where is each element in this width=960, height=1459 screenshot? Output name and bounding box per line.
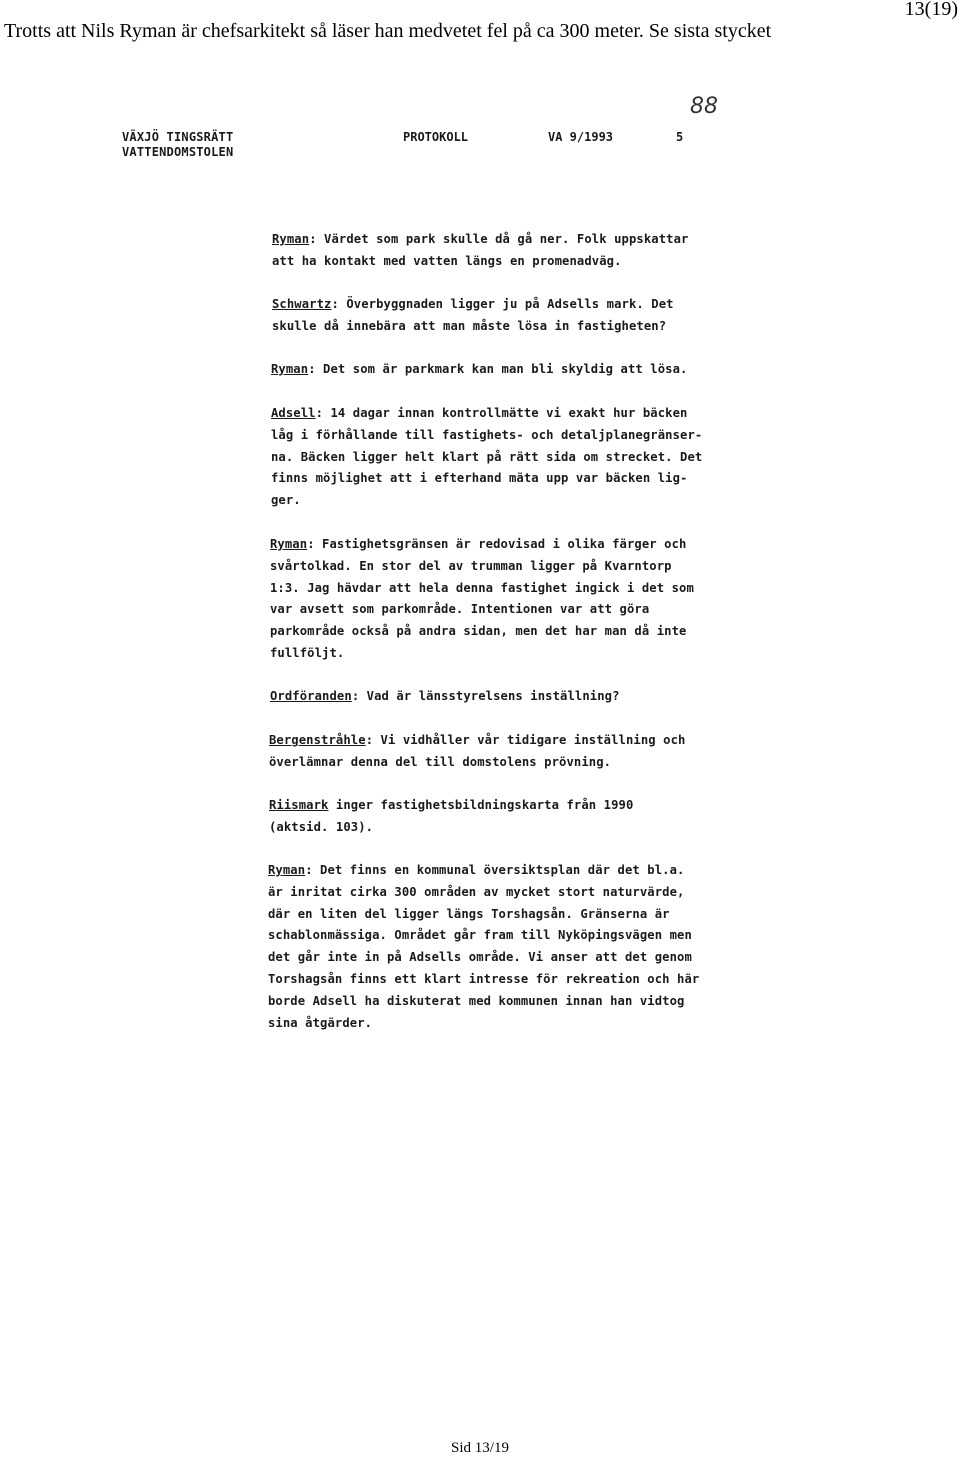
paragraph-1 bbox=[272, 229, 689, 273]
paragraph-9 bbox=[268, 860, 699, 1034]
paragraph-7 bbox=[269, 730, 686, 774]
annotation-title: Trotts att Nils Ryman är chefsarkitekt så läser han medvetet fel på ca 300 meter. Se sista stycket bbox=[4, 20, 772, 42]
paragraph-text: : Det som är parkmark kan man bli skyldig att lösa. bbox=[308, 362, 688, 376]
handwritten-page-number: 88 bbox=[690, 94, 718, 119]
paragraph-line: överlämnar denna del till domstolens prövning. bbox=[269, 754, 612, 769]
case-number: VA 9/1993 bbox=[548, 130, 614, 144]
paragraph-text: : Värdet som park skulle då gå ner. Folk uppskattar bbox=[309, 232, 689, 246]
speaker-name: Ryman bbox=[270, 537, 308, 551]
paragraph-line: Torshagsån finns ett klart intresse för rekreation och här bbox=[268, 971, 700, 986]
paragraph-line: där en liten del ligger längs Torshagsån. Gränserna är bbox=[268, 906, 670, 921]
paragraph-line: fullföljt. bbox=[270, 645, 345, 660]
speaker-name: Ryman bbox=[271, 362, 309, 376]
document-page-number: 5 bbox=[676, 130, 684, 144]
speaker-name: Adsell bbox=[271, 406, 316, 420]
paragraph-text: : Vad är länsstyrelsens inställning? bbox=[351, 689, 620, 703]
protocol-label: PROTOKOLL bbox=[403, 130, 469, 144]
paragraph-6 bbox=[270, 686, 620, 708]
court-name bbox=[122, 130, 233, 160]
paragraph-text: : Vi vidhåller vår tidigare inställning och bbox=[365, 733, 686, 747]
speaker-name: Bergenstråhle bbox=[269, 733, 366, 747]
paragraph-3 bbox=[271, 359, 688, 381]
paragraph-line: schablonmässiga. Området går fram till Nyköpingsvägen men bbox=[268, 928, 692, 943]
paragraph-line: var avsett som parkområde. Intentionen var att göra bbox=[270, 602, 650, 617]
paragraph-line: na. Bäcken ligger helt klart på rätt sida om strecket. Det bbox=[271, 449, 703, 464]
speaker-name: Ryman bbox=[272, 232, 310, 246]
paragraph-line: att ha kontakt med vatten längs en promenadväg. bbox=[272, 253, 622, 268]
paragraph-line: parkområde också på andra sidan, men det har man då inte bbox=[270, 624, 687, 639]
paragraph-text: : Fastighetsgränsen är redovisad i olika färger och bbox=[307, 537, 687, 551]
paragraph-line: skulle då innebära att man måste lösa in fastigheten? bbox=[272, 318, 667, 333]
speaker-name: Ryman bbox=[268, 863, 306, 877]
speaker-name: Schwartz bbox=[272, 297, 332, 311]
paragraph-text: : 14 dagar innan kontrollmätte vi exakt hur bäcken bbox=[315, 406, 688, 420]
paragraph-line: låg i förhållande till fastighets- och detaljplanegränser- bbox=[271, 427, 703, 442]
paragraph-text: : Överbyggnaden ligger ju på Adsells mark. Det bbox=[331, 297, 674, 311]
speaker-name: Ordföranden bbox=[270, 689, 352, 703]
paragraph-2 bbox=[272, 294, 674, 338]
paragraph-line: är inritat cirka 300 områden av mycket stort naturvärde, bbox=[268, 884, 685, 899]
speaker-name: Riismark bbox=[269, 798, 329, 812]
page-counter: 13(19) bbox=[904, 0, 958, 20]
paragraph-4 bbox=[271, 403, 702, 512]
paragraph-5 bbox=[270, 534, 694, 665]
court-line-1: VÄXJÖ TINGSRÄTT bbox=[122, 130, 234, 144]
paragraph-line: 1:3. Jag hävdar att hela denna fastighet ingick i det som bbox=[270, 580, 694, 595]
paragraph-line: ger. bbox=[271, 493, 301, 508]
paragraph-line: (aktsid. 103). bbox=[269, 819, 374, 834]
paragraph-line: finns möjlighet att i efterhand mäta upp var bäcken lig- bbox=[271, 471, 688, 486]
paragraph-line: det går inte in på Adsells område. Vi anser att det genom bbox=[268, 950, 692, 965]
paragraph-text: inger fastighetsbildningskarta från 1990 bbox=[328, 798, 634, 812]
page-footer: Sid 13/19 bbox=[451, 1440, 509, 1456]
paragraph-text: : Det finns en kommunal översiktsplan där det bl.a. bbox=[305, 863, 685, 877]
paragraph-line: sina åtgärder. bbox=[268, 1015, 373, 1030]
paragraph-line: borde Adsell ha diskuterat med kommunen innan han vidtog bbox=[268, 993, 685, 1008]
court-line-2: VATTENDOMSTOLEN bbox=[122, 145, 234, 159]
paragraph-8 bbox=[269, 795, 633, 839]
paragraph-line: svårtolkad. En stor del av trumman ligger på Kvarntorp bbox=[270, 558, 672, 573]
